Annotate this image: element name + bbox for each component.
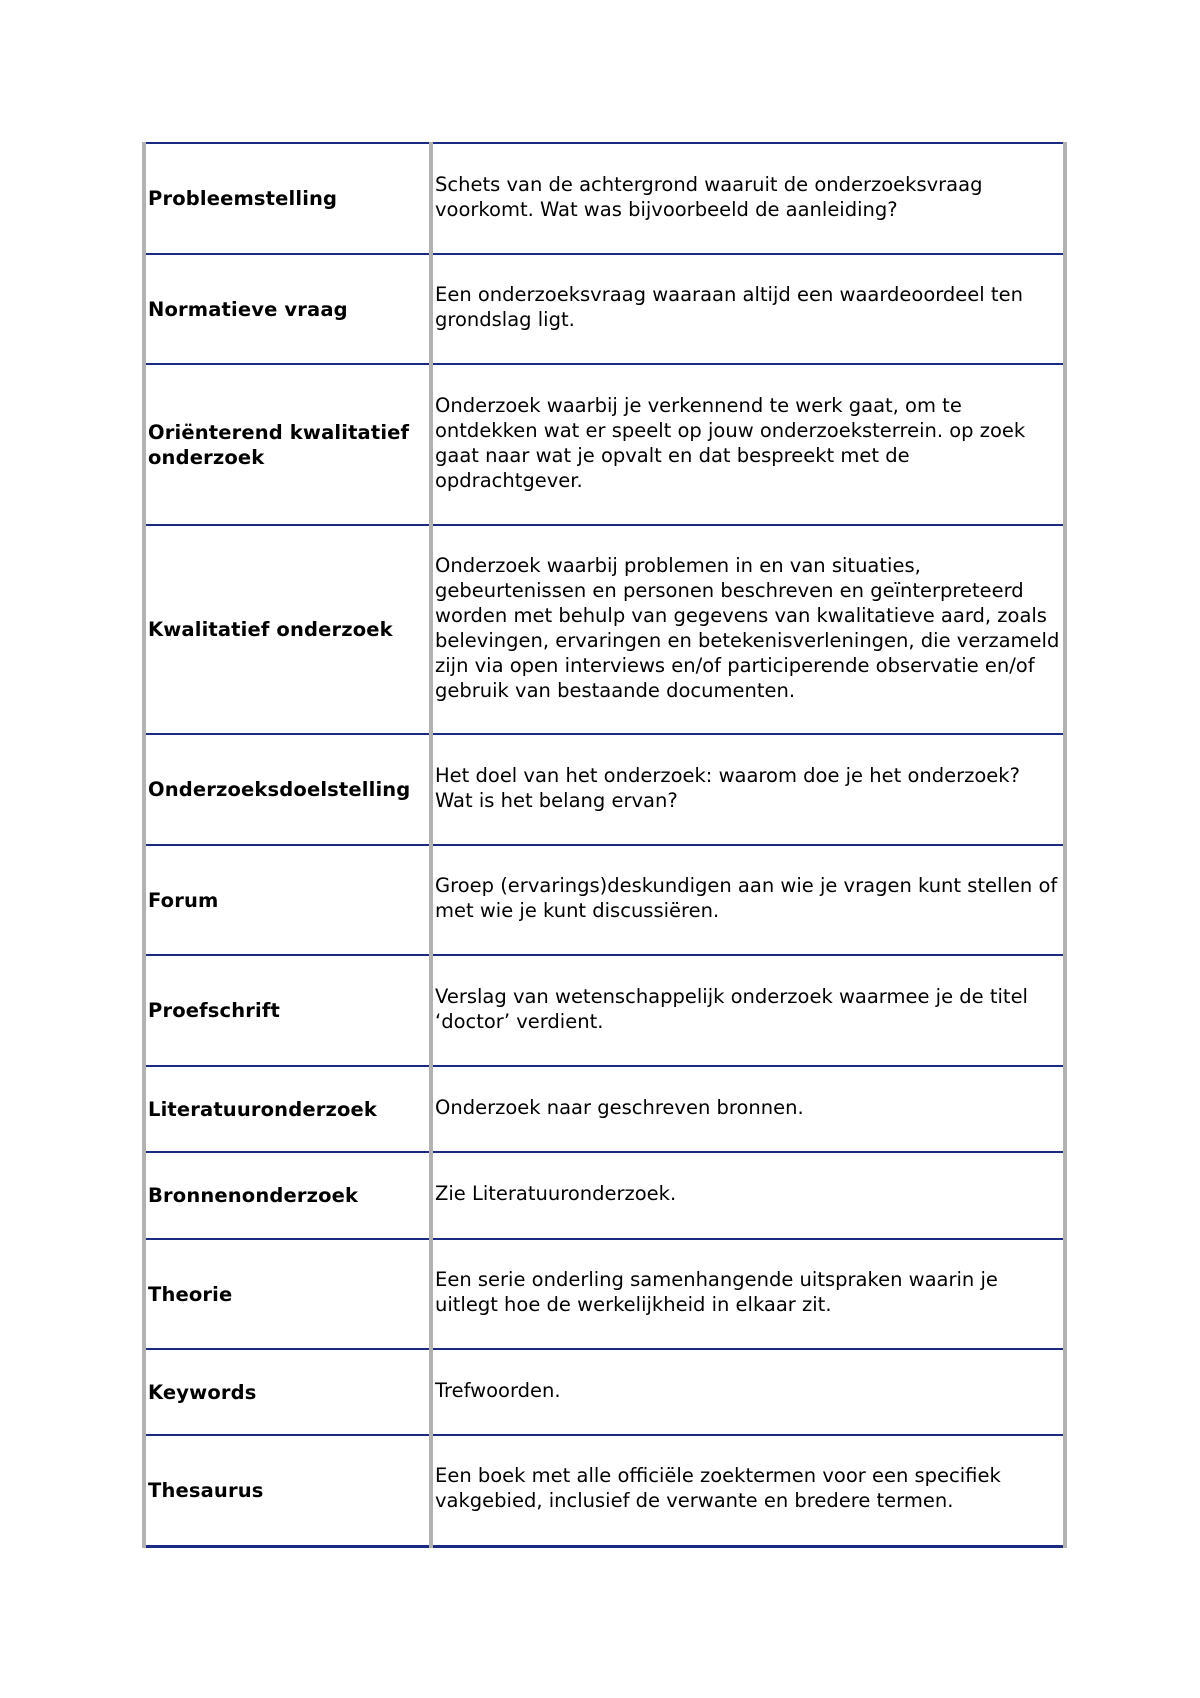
definition-cell: Een serie onderling samenhangende uitspraken waarin je uitlegt hoe de werkelijkheid in elkaar zit.: [431, 1239, 1065, 1349]
term-cell: Onderzoeksdoelstelling: [144, 734, 431, 845]
table-row: [144, 143, 1065, 254]
table-row: [144, 1435, 1065, 1546]
term-cell: Proefschrift: [144, 955, 431, 1066]
term-cell: Literatuuronderzoek: [144, 1066, 431, 1152]
definition-cell: Onderzoek waarbij problemen in en van situaties, gebeurtenissen en personen beschreven en geïnterpreteerd worden met behulp van gegevens van kwalitatieve aard, zoals belevingen, ervaringen en betekenisverleningen, die verzameld zijn via open interviews en/of participerende observatie en/of gebruik van bestaande documenten.: [431, 525, 1065, 734]
table-row: [144, 1349, 1065, 1435]
definition-cell: Trefwoorden.: [431, 1349, 1065, 1435]
table-row: [144, 1152, 1065, 1239]
term-cell: Theorie: [144, 1239, 431, 1349]
term-cell: Oriënterend kwalitatief onderzoek: [144, 364, 431, 525]
definition-cell: Zie Literatuuronderzoek.: [431, 1152, 1065, 1239]
definition-cell: Onderzoek naar geschreven bronnen.: [431, 1066, 1065, 1152]
table-row: [144, 1066, 1065, 1152]
table-row: [144, 1239, 1065, 1349]
definition-cell: Een onderzoeksvraag waaraan altijd een waardeoordeel ten grondslag ligt.: [431, 254, 1065, 364]
definition-cell: Onderzoek waarbij je verkennend te werk gaat, om te ontdekken wat er speelt op jouw onderzoeksterrein. op zoek gaat naar wat je opvalt en dat bespreekt met de opdrachtgever.: [431, 364, 1065, 525]
table-row: [144, 955, 1065, 1066]
term-cell: Forum: [144, 845, 431, 955]
definition-cell: Het doel van het onderzoek: waarom doe je het onderzoek? Wat is het belang ervan?: [431, 734, 1065, 845]
table-row: [144, 845, 1065, 955]
table-row: [144, 254, 1065, 364]
glossary-table: [142, 142, 1067, 1548]
table-row: [144, 364, 1065, 525]
term-cell: Bronnenonderzoek: [144, 1152, 431, 1239]
definition-cell: Verslag van wetenschappelijk onderzoek waarmee je de titel ‘doctor’ verdient.: [431, 955, 1065, 1066]
term-cell: Probleemstelling: [144, 143, 431, 254]
definition-cell: Groep (ervarings)deskundigen aan wie je vragen kunt stellen of met wie je kunt discussiëren.: [431, 845, 1065, 955]
term-cell: Keywords: [144, 1349, 431, 1435]
definition-cell: Schets van de achtergrond waaruit de onderzoeksvraag voorkomt. Wat was bijvoorbeeld de aanleiding?: [431, 143, 1065, 254]
table-row: [144, 734, 1065, 845]
term-cell: Normatieve vraag: [144, 254, 431, 364]
definition-cell: Een boek met alle officiële zoektermen voor een specifiek vakgebied, inclusief de verwante en bredere termen.: [431, 1435, 1065, 1546]
term-cell: Thesaurus: [144, 1435, 431, 1546]
table-row: [144, 525, 1065, 734]
term-cell: Kwalitatief onderzoek: [144, 525, 431, 734]
